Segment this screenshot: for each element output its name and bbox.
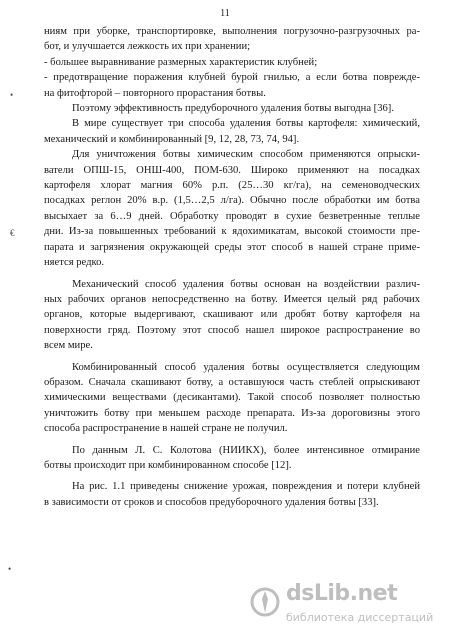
margin-mark: • [10, 90, 14, 100]
text-line: органов, которые выдергивают, скашивают или дробят ботву картофеля на [44, 309, 420, 321]
text-line: уничтожить ботву при меньшем расходе препарата. Из-за дороговизны этого [44, 407, 420, 419]
text-line: химическими веществами (десикантами). Такой способ позволяет полностью [44, 392, 420, 404]
text-line: Комбинированный способ удаления ботвы осуществляется следующим [72, 361, 420, 373]
watermark-site: dsLib.net [286, 581, 398, 606]
text-line: Механический способ удаления ботвы основан на воздействии различ- [72, 278, 420, 290]
watermark[interactable] [250, 581, 440, 629]
margin-mark: • [8, 564, 12, 574]
text-line: в зависимости от сроков и способов предуборочного удаления ботвы [33]. [44, 496, 379, 508]
text-line: На рис. 1.1 приведены снижение урожая, повреждения и потери клубней [72, 481, 420, 493]
text-line: картофеля хлорат магния 60% р.п. (25…30 кг/га), на семеноводческих [44, 180, 420, 192]
text-line: няется редко. [44, 257, 105, 269]
page-number: 11 [220, 8, 230, 19]
text-line: По данным Л. С. Колотова (НИИКХ), более интенсивное отмирание [72, 444, 420, 456]
text-line: посадках реглон 20% в.р. (1,5…2,5 л/га). Обычно после обработки им ботва [44, 195, 420, 207]
text-line: парата и загрязнения окружающей среды этот способ в нашей стране приме- [44, 241, 420, 253]
text-line: на фитофторой – повторного прорастания ботвы. [44, 87, 266, 99]
text-line: механический и комбинированный [9, 12, 28, 73, 74, 94]. [44, 133, 300, 145]
text-line: ватели ОПШ-15, ОНШ-400, ПОМ-630. Широко применяют на посадках [44, 164, 420, 176]
text-line: всем мире. [44, 340, 93, 352]
margin-mark: € [10, 228, 15, 238]
list-item: - предотвращение поражения клубней бурой гнилью, а если ботва повреждe- [44, 72, 420, 84]
text-line: образом. Сначала скашивают ботву, а оставшуюся часть стеблей опрыскивают [44, 376, 420, 388]
watermark-logo-icon [250, 587, 280, 617]
text-line: Для уничтожения ботвы химическим способом применяются опрыски- [72, 149, 420, 161]
text-line: дни. Из-за повышенных требований к ядохимикатам, высокой стоимости пре- [44, 226, 420, 238]
text-line: ботвы происходит при комбинированном способе [12]. [44, 459, 292, 471]
text-line: ниям при уборке, транспортировке, выполнения погрузочно-разгрузочных ра- [44, 26, 420, 37]
document-body [44, 24, 420, 510]
text-line: способа распространение в нашей стране не получил. [44, 423, 288, 435]
text-line: В мире существует три способа удаления ботвы картофеля: химический, [72, 118, 420, 130]
list-item: - большее выравнивание размерных характеристик клубней; [44, 56, 318, 68]
watermark-tagline: библиотека диссертаций [286, 611, 434, 624]
text-line: бот, и улучшается лежкость их при хранении; [44, 41, 251, 53]
text-line: поверхности гряд. Поэтому этот способ нашел широкое распространение во [44, 324, 420, 336]
text-line: Поэтому эффективность предуборочного удаления ботвы выгодна [36]. [72, 103, 394, 115]
text-line: ных рабочих органов непосредственно на ботву. Имеется целый ряд рабочих [44, 293, 420, 305]
text-line: высыхает за 6…9 дней. Обработку проводят в сухие безветренные теплые [44, 210, 420, 222]
